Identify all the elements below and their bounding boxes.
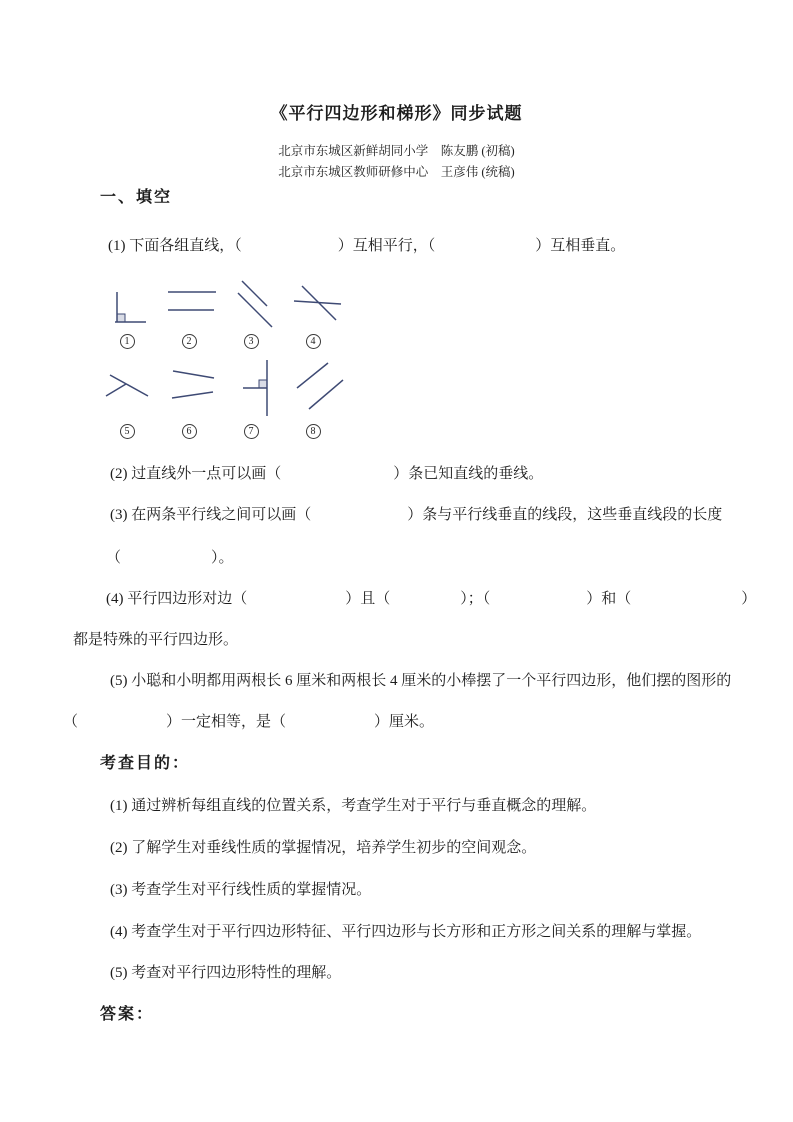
diagram-label-6: 6	[158, 421, 220, 439]
blank-parallel	[242, 249, 338, 250]
diagram-group-7	[220, 358, 282, 439]
blank	[390, 602, 460, 603]
diagram-7-perpendicular-t-shape	[220, 358, 282, 420]
diagram-group-5	[96, 358, 158, 439]
diagram-group-8	[282, 358, 344, 439]
section-heading-purpose: 考查目的：	[100, 755, 191, 772]
diagram-6-non-parallel-lines	[158, 358, 220, 420]
right-angle-mark	[117, 314, 125, 322]
diagram-label-7: 7	[220, 421, 282, 439]
purpose-item-5: (5) 考查对平行四边形特性的理解。	[110, 965, 342, 981]
section-heading-fill: 一、填空	[100, 189, 173, 206]
question-1-text: (1) 下面各组直线，（	[108, 238, 242, 254]
diagram-group-3	[220, 270, 282, 349]
author-line-2: 北京市东城区教师研修中心 王彦伟 (统稿)	[278, 165, 515, 179]
purpose-item-3: (3) 考查学生对平行线性质的掌握情况。	[110, 882, 372, 898]
diagram-4-intersecting-lines	[282, 270, 344, 330]
diagram-5-lines-meeting-at-angle	[96, 358, 158, 420]
blank	[247, 602, 345, 603]
diagram-label-8: 8	[282, 421, 344, 439]
blank	[490, 602, 586, 603]
question-5-line-2: （ ）一定相等，是（ ）厘米。	[63, 714, 435, 730]
author-line-1: 北京市东城区新鲜胡同小学 陈友鹏 (初稿)	[278, 144, 515, 158]
diagram-group-2	[158, 270, 220, 349]
diagram-label-2: 2	[158, 331, 220, 349]
diagram-group-1	[96, 270, 158, 349]
blank-perpendicular	[435, 249, 535, 250]
question-2: (2) 过直线外一点可以画（ ）条已知直线的垂线。	[110, 466, 544, 482]
diagram-label-5: 5	[96, 421, 158, 439]
blank	[78, 725, 166, 726]
question-3-line-2: （ ）。	[106, 550, 234, 566]
diagram-label-4: 4	[282, 331, 344, 349]
question-3-line-1: (3) 在两条平行线之间可以画（ ）条与平行线垂直的线段，这些垂直线段的长度	[110, 507, 723, 523]
purpose-item-2: (2) 了解学生对垂线性质的掌握情况，培养学生初步的空间观念。	[110, 840, 537, 856]
purpose-item-1: (1) 通过辨析每组直线的位置关系，考查学生对于平行与垂直概念的理解。	[110, 798, 597, 814]
diagram-8-parallel-diagonal-lines-up	[282, 358, 344, 420]
section-heading-answer: 答案：	[100, 1006, 155, 1023]
blank	[281, 477, 393, 478]
blank	[286, 725, 374, 726]
diagram-1-perpendicular-corner	[96, 270, 158, 330]
blank	[311, 518, 407, 519]
diagram-group-4	[282, 270, 344, 349]
diagram-label-1: 1	[96, 331, 158, 349]
blank	[121, 561, 211, 562]
question-5-line-1: (5) 小聪和小明都用两根长 6 厘米和两根长 4 厘米的小棒摆了一个平行四边形，他们摆的图形的	[110, 673, 732, 689]
diagram-label-3: 3	[220, 331, 282, 349]
question-1: (1) 下面各组直线，（ ）互相平行，（ ）互相垂直。	[108, 238, 626, 254]
diagram-3-parallel-diagonal-lines	[220, 270, 282, 330]
diagram-2-parallel-horizontal-lines	[158, 270, 220, 330]
blank	[631, 602, 741, 603]
question-4-line-1: (4) 平行四边形对边（ ）且（ ）；（ ）和（ ）	[106, 591, 757, 607]
purpose-item-4: (4) 考查学生对于平行四边形特征、平行四边形与长方形和正方形之间关系的理解与掌握。	[110, 924, 702, 940]
page-title: 《平行四边形和梯形》同步试题	[270, 104, 523, 123]
question-4-line-2: 都是特殊的平行四边形。	[73, 632, 239, 648]
diagram-group-6	[158, 358, 220, 439]
right-angle-mark	[259, 380, 267, 388]
